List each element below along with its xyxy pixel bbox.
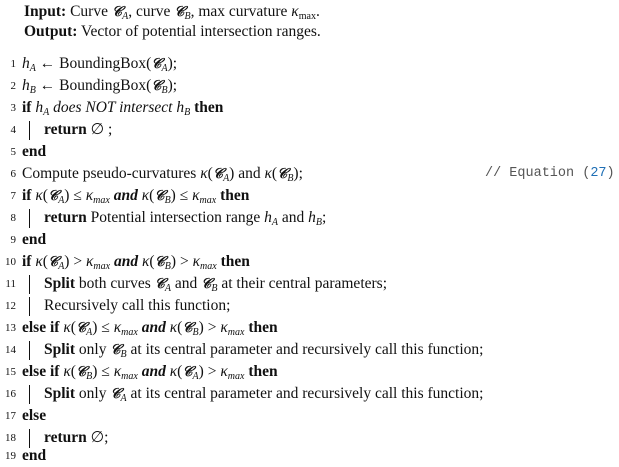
indent-bar <box>29 297 30 316</box>
algo-line-4: 4 return ∅ ; <box>10 121 113 138</box>
algo-line-3: 3 if $h_A$ does NOT intersect $h_B$ then <box>10 99 224 118</box>
algo-line-8: 8 return Potential intersection range $h_A$ and $h_B$; <box>10 209 327 228</box>
indent-bar <box>29 385 30 404</box>
output-text: Vector of potential intersection ranges. <box>81 23 321 40</box>
algo-line-14: 14 Split only 𝒞$_B$ at its central parameter and recursively call this function; <box>5 341 484 360</box>
algo-line-18: 18 return ∅; <box>5 429 109 446</box>
algo-line-19: 19 end <box>5 447 47 464</box>
input-label: Input: <box>24 3 67 20</box>
algo-line-6: 6 Compute pseudo-curvatures κ(𝒞$_A$) and κ(𝒞$_B$); // Equation (27) <box>10 165 615 184</box>
indent-bar <box>29 341 30 360</box>
algo-line-11: 11 Split both curves 𝒞$_A$ and 𝒞$_B$ at their central parameters; <box>5 275 387 294</box>
algo-line-10: 10 if κ(𝒞$_A$) > $\kappa_{max}$ and κ(𝒞$_B$) > $\kappa_{max}$ then <box>5 253 250 272</box>
indent-bar <box>29 209 30 228</box>
algo-line-1: 1 $h_A$ ← BoundingBox(𝒞$_A$); <box>10 55 178 74</box>
algo-line-15: 15 else if κ(𝒞$_B$) ≤ $\kappa_{max}$ and κ(𝒞$_A$) > $\kappa_{max}$ then <box>5 363 278 382</box>
input-line: Input: Curve 𝒞$_A$, curve 𝒞$_B$, max curvature $\kappa_{max}$. <box>24 3 320 22</box>
indent-bar <box>29 275 30 294</box>
equation-ref-link[interactable]: 27 <box>590 166 607 181</box>
algo-line-9: 9 end <box>10 231 47 248</box>
algo-line-16: 16 Split only 𝒞$_A$ at its central parameter and recursively call this function; <box>5 385 484 404</box>
algo-line-7: 7 if κ(𝒞$_A$) ≤ $\kappa_{max}$ and κ(𝒞$_B$) ≤ $\kappa_{max}$ then <box>10 187 250 206</box>
algo-line-17: 17 else <box>5 407 47 424</box>
algo-line-5: 5 end <box>10 143 47 160</box>
algo-line-12: 12 Recursively call this function; <box>5 297 231 314</box>
indent-bar <box>29 121 30 140</box>
equation-comment: // Equation (27) <box>485 166 615 181</box>
output-label: Output: <box>24 23 78 40</box>
algo-line-13: 13 else if κ(𝒞$_A$) ≤ $\kappa_{max}$ and κ(𝒞$_B$) > $\kappa_{max}$ then <box>5 319 278 338</box>
algo-line-2: 2 $h_B$ ← BoundingBox(𝒞$_B$); <box>10 77 178 96</box>
output-line <box>24 23 321 41</box>
